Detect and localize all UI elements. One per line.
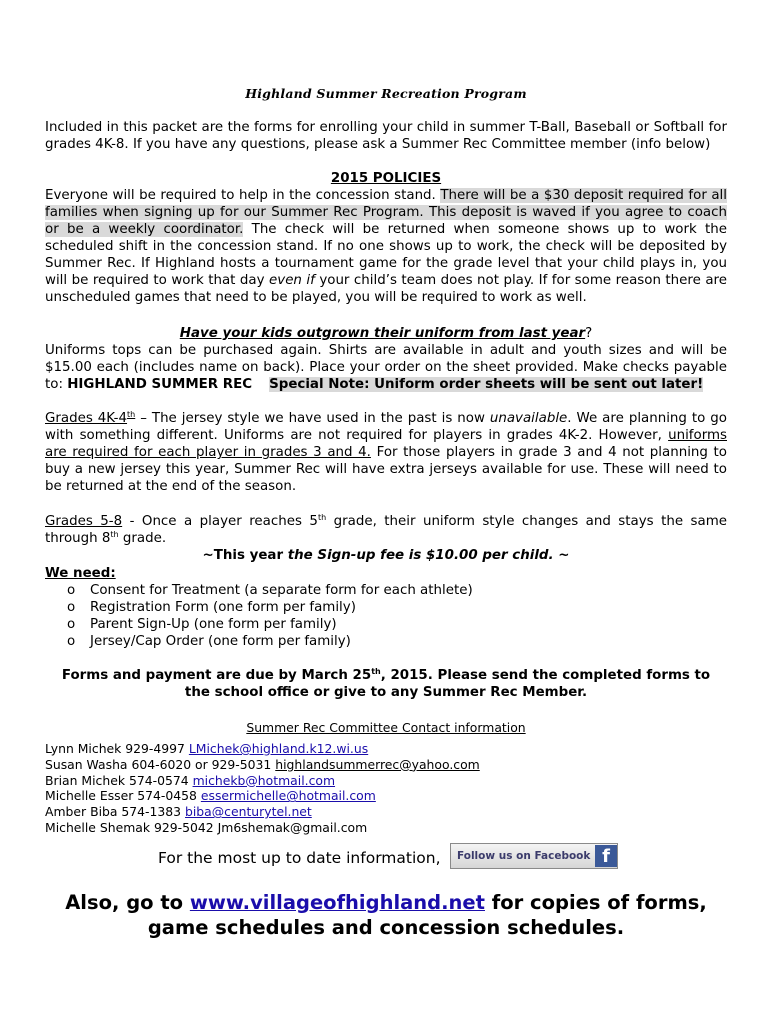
contact-row: Lynn Michek 929-4997 LMichek@highland.k12.wi.us [45,741,369,756]
email-link[interactable]: biba@centurytel.net [185,804,312,820]
page-title: Highland Summer Recreation Program [245,86,527,101]
policies-heading: 2015 POLICIES [330,171,442,186]
list-item: o Consent for Treatment (a separate form for each athlete) [67,583,473,598]
intro-paragraph: Included in this packet are the forms for enrolling your child in summer T-Ball, Baseball or Softball for grades 4K-8. If you have any questions, please ask a Summer Rec Committee member (info below) [45,120,727,152]
special-note: Special Note: Uniform order sheets will be sent out later! [269,377,704,392]
contact-row: Amber Biba 574-1383 biba@centurytel.net [45,804,312,820]
email-text: highlandsummerrec@yahoo.com [275,756,480,772]
email-text: Jm6shemak@gmail.com [217,819,368,835]
policies-paragraph: Everyone will be required to help in the concession stand. There will be a $30 deposit required for all families when signing up for our Summer Rec Program. This deposit is waved if you agree to coach or be a weekly coordinator. The check will be returned when someone shows up to work the scheduled shift in the concession stand. If no one shows up to work, the check will be deposited by Summer Rec. If Highland hosts a tournament game for the grade level that your child plays in, you will be required to work that day even if your child’s team does not play. If for some reason there are unscheduled games that need to be played, you will be required to work as well. [45,188,727,305]
website-callout: Also, go to www.villageofhighland.net for copies of forms, game schedules and concession schedules. [65,891,707,939]
contact-row: Brian Michek 574-0574 michekb@hotmail.com [45,772,336,788]
uniforms-heading: Have your kids outgrown their uniform from last year? [179,326,593,341]
contacts-heading: Summer Rec Committee Contact information [246,720,526,735]
grades-58-paragraph: Grades 5-8 - Once a player reaches 5th grade, their uniform style changes and stays the same through 8th grade. [45,513,727,546]
contact-row: Michelle Esser 574-0458 essermichelle@hotmail.com [45,788,376,804]
facebook-icon: f [595,845,617,867]
email-link[interactable]: LMichek@highland.k12.wi.us [188,741,369,756]
uniforms-paragraph: Uniforms tops can be purchased again. Shirts are available in adult and youth sizes and will be $15.00 each (includes name on back). Place your order on the sheet provided. Make checks payable to: HIGHLAND SUMMER REC Special Note: Uniform order sheets will be sent out later! [45,343,727,392]
contact-row: Michelle Shemak 929-5042 Jm6shemak@gmail.com [45,819,368,835]
list-item: o Registration Form (one form per family) [67,600,356,615]
we-need-heading: We need: [45,566,116,581]
website-link[interactable]: www.villageofhighland.net [189,891,485,914]
grades-4k4-paragraph: Grades 4K-4th – The jersey style we have used in the past is now unavailable. We are planning to go with something different. Uniforms are not required for players in grades 4K-2. However, uniforms are required for each player in grades 3 and 4. For those players in grade 3 and 4 not planning to buy a new jersey this year, Summer Rec will have extra jerseys available for use. These will need to be returned at the end of the season. [45,410,727,494]
facebook-follow-label: Follow us on Facebook [457,850,591,862]
facebook-line: For the most up to date information, [158,849,441,867]
signup-fee-line: ~This year the Sign-up fee is $10.00 per child. ~ [202,548,570,563]
list-item: o Jersey/Cap Order (one form per family) [67,634,351,649]
contact-row: Susan Washa 604-6020 or 929-5031 highlandsummerrec@yahoo.com [45,756,480,772]
deposit-highlight: There will be a $30 deposit required for all families when signing up for our Summer Rec Program. This deposit is waved if you agree to coach or be a weekly coordinator. [45,188,727,237]
facebook-follow-button[interactable] [450,843,618,869]
email-link[interactable]: michekb@hotmail.com [192,772,336,788]
email-link[interactable]: essermichelle@hotmail.com [200,788,376,804]
list-item: o Parent Sign-Up (one form per family) [67,617,337,632]
due-date-paragraph: Forms and payment are due by March 25th, 2015. Please send the completed forms to the school office or give to any Summer Rec Member. [61,667,711,700]
contacts-list [45,741,480,836]
